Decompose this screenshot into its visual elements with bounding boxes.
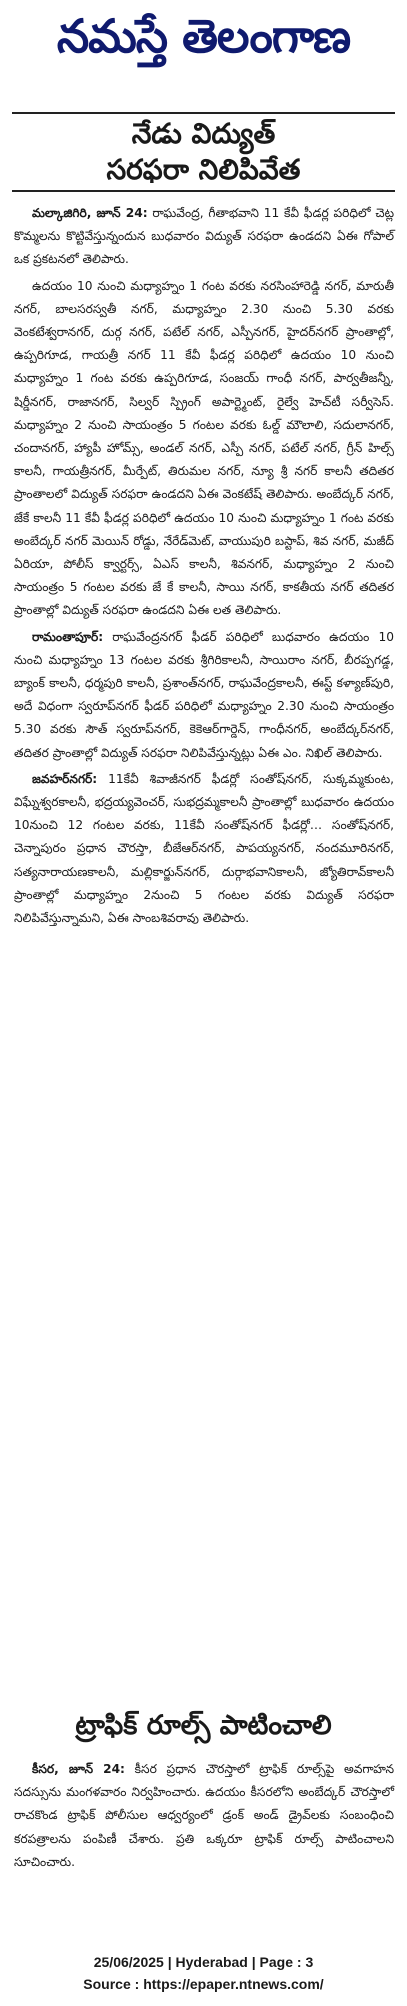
- paragraph-4-text: 11కేవీ శివాజీనగర్ ఫీడర్లో సంతోష్‌నగర్, సుక్కమ్మకుంట, విఘ్నేశ్వరకాలనీ, భద్రయ్యవెంచర్, సుభద్రమ్మకాలనీ ప్రాంతాల్లో బుధవారం ఉదయం 10నుంచి 12 గంటల వరకు, 11కేవీ సంతోష్‌నగర్ ఫీడర్లో… సంతోష్‌నగర్, చెన్నాపురం ప్రధాన చౌరస్తా, బీజేఆర్‌నగర్, పాపయ్యనగర్, నందమూరినగర్, సత్యనారాయణకాలనీ, మల్లికార్జున్‌నగర్, దుర్గాభవానికాలనీ, జ్యోతిరావ్‌కాలనీ ప్రాంతాల్లో మధ్యాహ్నం 2నుంచి 5 గంటల వరకు విద్యుత్ సరఫరా నిలిపివేస్తున్నామని, ఏఈ సాంబశివరావు తెలిపారు.: [14, 771, 394, 926]
- dateline-ramanthapur: రామంతాపూర్:: [32, 629, 104, 644]
- newspaper-masthead: నమస్తే తెలంగాణ: [56, 9, 351, 63]
- second-article-headline: ట్రాఫిక్ రూల్స్ పాటించాలి: [75, 1710, 332, 1741]
- second-article-text: కీసర ప్రధాన చౌరస్తాలో ట్రాఫిక్ రూల్స్‌పై అవగాహన సదస్సును మంగళవారం నిర్వహించారు. ఉదయం కీసరలోని అంబేద్కర్ చౌరస్తాలో రాచకొండ ట్రాఫిక్ పోలీసుల ఆధ్వర్యంలో డ్రంక్ అండ్ డ్రైవ్‌లకు సంబంధించి కరపత్రాలను పంపిణీ చేశారు. ప్రతి ఒక్కరూ ట్రాఫిక్ రూల్స్ పాటించాలని సూచించారు.: [14, 1762, 394, 1869]
- footer-source-line: Source : https://epaper.ntnews.com/: [83, 1976, 324, 1992]
- dateline-malkajgiri: మల్కాజిగిరి, జూన్ 24:: [32, 206, 148, 220]
- paragraph-2: ఉదయం 10 నుంచి మధ్యాహ్నం 1 గంట వరకు నరసింహారెడ్డి నగర్, మారుతీ నగర్, బాలసరస్వతీ నగర్, మధ్యాహ్నం 2.30 నుంచి 5.30 వరకు వెంకటేశ్వరానగర్, దుర్గ నగర్, పటేల్ నగర్, ఎస్పీనగర్, హైదర్‌నగర్ ప్రాంతాల్లో, ఉప్పరిగూడ, గాయత్రీ నగర్ 11 కేవీ ఫీడర్ల పరిధిలో ఉదయం 10 నుంచి మధ్యాహ్నం 1 గంట వరకు ఉప్పరిగూడ, సంజయ్ గాంధీ నగర్, పార్వతీజన్నీ, షిర్డీనగర్, రాజానగర్, సిల్వర్ స్ప్రింగ్ అపార్ట్మెంట్, రైల్వే హెచ్‌టీ సర్వీసెస్. మధ్యాహ్నం 2 నుంచి సాయంత్రం 5 గంటల వరకు ఓల్డ్ మౌలాలి, సదులానగర్, చందానగర్, హ్యాపీ హోమ్స్, అండల్ నగర్, ఎస్పీ నగర్, పటేల్ నగర్, గ్రీన్ హిల్స్ కాలనీ, గాయత్రీనగర్, మీర్పేట్, తిరుమల నగర్, న్యూ శ్రీ నగర్ కాలనీ తదితర ప్రాంతాలలో విద్యుత్ సరఫరా ఉండదని ఏఈ వెంకటేష్ తెలిపారు. అంబేద్కర్ నగర్, జేకే కాలనీ 11 కేవీ ఫీడర్ల పరిధిలో ఉదయం 10 నుంచి మధ్యాహ్నం 1 గంట వరకు అంబేద్కర్ నగర్ మెయిన్ రోడ్డు, నేరేడ్‌మెట్, వాయుపురి బస్టాప్, శివ నగర్, మజీద్ ఏరియా, పోలీస్ క్వార్టర్స్, ఏఎస్ కాలనీ, శివనగర్, మధ్యాహ్నం 2 నుంచి సాయంత్రం 5 గంటల వరకు జే కే కాలనీ, సాయి నగర్, కాకతీయ నగర్ తదితర ప్రాంతాల్లో విద్యుత్ సరఫరా ఉండదని ఏఈ లత తెలిపారు.: [14, 278, 394, 618]
- article-headline: [0, 116, 407, 188]
- paragraph-1-text: రాఘవేంద్ర, గీతాభవాని 11 కేవీ ఫీడర్ల పరిధిలో చెట్ల కొమ్మలను కొట్టివేస్తున్నందున బుధవారం విద్యుత్ సరఫరా ఉండదని ఏఈ గోపాల్ ఒక ప్రకటనలో తెలిపారు.: [14, 206, 394, 267]
- paragraph-3-text: రాఘవేంద్రనగర్ ఫీడర్ పరిధిలో బుధవారం ఉదయం 10 నుంచి మధ్యాహ్నం 13 గంటల వరకు శ్రీగిరికాలనీ, సాయిరాం నగర్, బీరప్పగడ్డ, బ్యాంక్ కాలనీ, ధర్మపురి కాలనీ, ప్రశాంత్‌నగర్, రాఘవేంద్రకాలనీ, ఈస్ట్ కళ్యాణ్‌పురి, అదే విధంగా స్వరూప్‌నగర్ ఫీడర్ పరిధిలో మధ్యాహ్నం 2.30 నుంచి సాయంత్రం 5.30 వరకు సౌత్ స్వరూప్‌నగర్, కెకెఆర్‌గార్డెన్, గాంధీనగర్, అంబేద్కర్‌నగర్, తదితర ప్రాంతాల్లో విద్యుత్ సరఫరా నిలిపివేస్తున్నట్లు ఏఈ ఎం. నిఖిల్ తెలిపారు.: [14, 629, 394, 760]
- second-article-paragraph: [14, 1758, 394, 1874]
- headline-top-rule: [12, 112, 395, 114]
- headline-line-1: నేడు విద్యుత్: [131, 117, 276, 150]
- footer-date-line: 25/06/2025 | Hyderabad | Page : 3: [93, 1954, 314, 1970]
- paragraph-1: [14, 202, 394, 272]
- headline-line-2: సరఫరా నిలిపివేత: [106, 153, 301, 186]
- page-footer: [0, 1951, 407, 1995]
- dateline-jawaharnagar: జవహర్‌నగర్:: [32, 771, 98, 786]
- paragraph-4: [14, 768, 394, 930]
- dateline-keesara: కీసర, జూన్ 24:: [32, 1762, 125, 1776]
- article-body: [14, 202, 394, 930]
- headline-bottom-rule: [12, 190, 395, 192]
- second-article-body: [14, 1758, 394, 1874]
- paragraph-3: [14, 626, 394, 765]
